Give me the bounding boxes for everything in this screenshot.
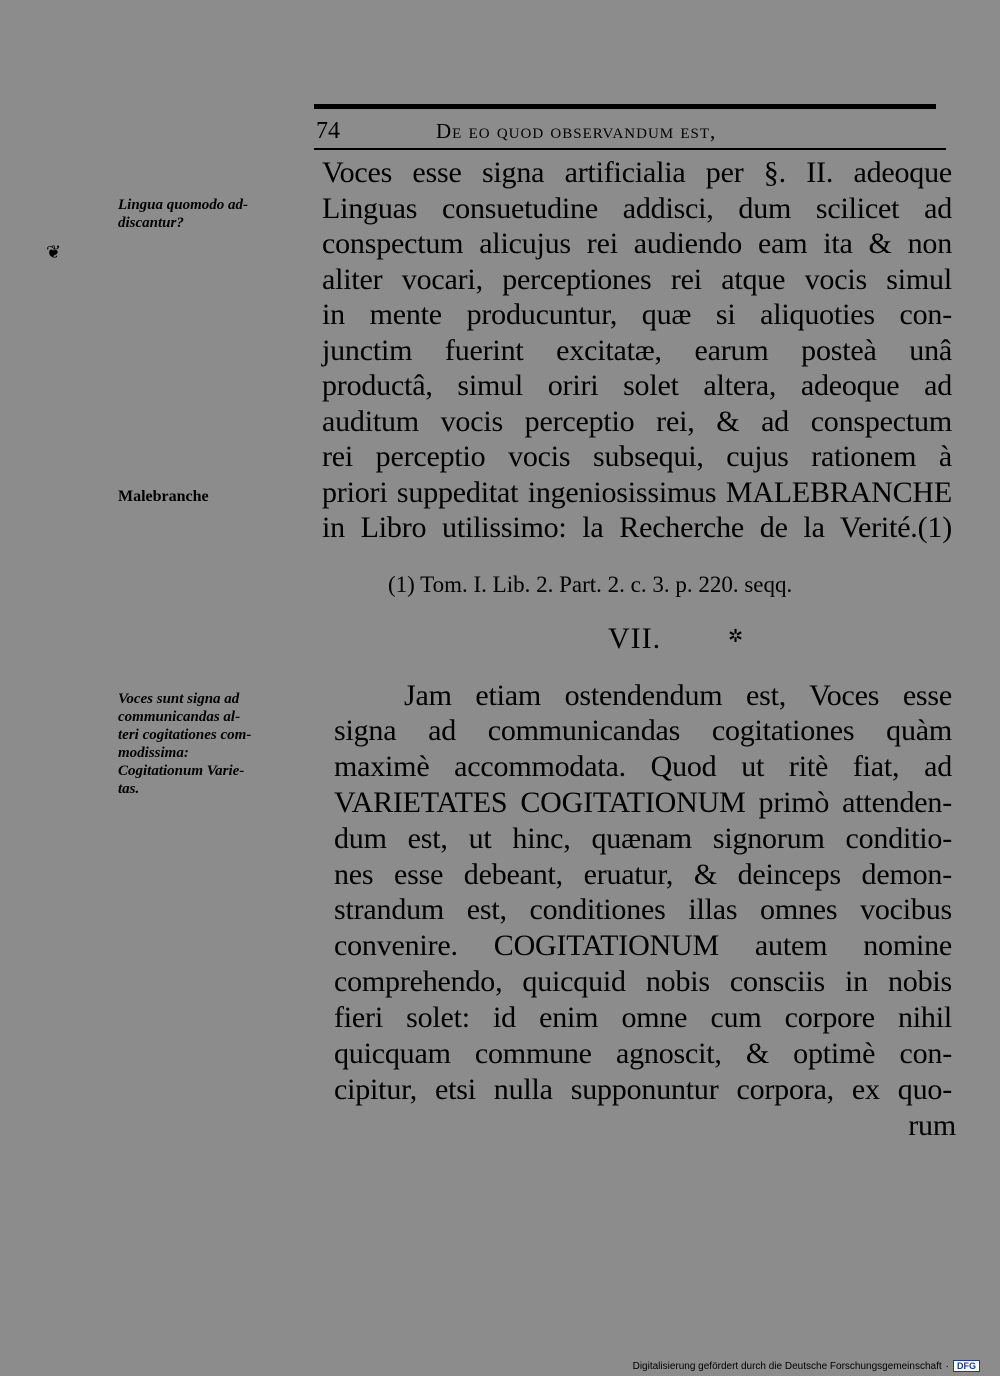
footnote: (1) Tom. I. Lib. 2. Part. 2. c. 3. p. 220. seqq. (388, 572, 793, 597)
running-header (316, 118, 956, 145)
body-line: convenire. COGITATIONUM autem nomine (334, 929, 952, 962)
margin-note-line: teri cogitationes com- (118, 727, 252, 743)
page-number: 74 (316, 118, 340, 144)
body-line: comprehendo, quicquid nobis consciis in nobis (334, 965, 952, 998)
body-line: rum (908, 1109, 956, 1142)
ink-speck: ❦ (46, 242, 62, 262)
body-line: quicquam commune agnoscit, & optimè con- (334, 1037, 952, 1070)
running-title: De eo quod observandum est, (436, 119, 717, 143)
margin-note-malebranche: Malebranche (118, 488, 209, 505)
body-line: priori suppeditat ingeniosissimus MALEBRANCHE (322, 476, 952, 509)
margin-note-line: discantur? (118, 215, 184, 231)
header-rule-bottom (314, 148, 946, 150)
body-line: productâ, simul oriri solet altera, adeoque ad (322, 369, 952, 402)
margin-note-line: Lingua quomodo ad- (118, 197, 249, 213)
margin-note-line: tas. (118, 781, 140, 797)
dfg-logo: DFG (953, 1360, 980, 1372)
body-line: aliter vocari, perceptiones rei atque vocis simul (322, 263, 952, 296)
digitization-footer (633, 1360, 980, 1372)
margin-note-line: modissima: (118, 745, 189, 761)
body-line: cipitur, etsi nulla supponuntur corpora, ex quo- (334, 1073, 952, 1106)
body-line: junctim fuerint excitatæ, earum posteà unâ (322, 334, 952, 367)
body-line: in mente producuntur, quæ si aliquoties con- (322, 298, 952, 331)
body-line: in Libro utilissimo: la Recherche de la Verité.(1) (322, 511, 952, 544)
section-heading: VII. (608, 622, 662, 655)
body-line: strandum est, conditiones illas omnes vocibus (334, 893, 952, 926)
body-line: fieri solet: id enim omne cum corpore nihil (334, 1001, 952, 1034)
body-line: conspectum alicujus rei audiendo eam ita & non (322, 227, 952, 260)
footer-text: Digitalisierung gefördert durch die Deutsche Forschungsgemeinschaft (632, 1360, 942, 1372)
margin-note-line: Cogitationum Varie- (118, 763, 245, 779)
body-line: Jam etiam ostendendum est, Voces esse (404, 679, 952, 712)
margin-note-line: communicandas al- (118, 709, 241, 725)
ink-speck: ✲ (728, 626, 744, 646)
body-line: nes esse debeant, eruatur, & deinceps demon- (334, 858, 952, 891)
margin-note-line: Voces sunt signa ad (118, 691, 240, 707)
margin-note-voces (118, 690, 251, 798)
margin-note-lingua (118, 196, 248, 232)
footer-separator: · (945, 1360, 949, 1372)
body-line: maximè accommodata. Quod ut ritè fiat, ad (334, 750, 952, 783)
body-line: auditum vocis perceptio rei, & ad conspectum (322, 405, 952, 438)
body-line: signa ad communicandas cogitationes quàm (334, 714, 952, 747)
body-line: Linguas consuetudine addisci, dum scilicet ad (322, 192, 952, 225)
body-line: rei perceptio vocis subsequi, cujus rationem à (322, 440, 952, 473)
header-rule-top (314, 104, 936, 109)
body-line: dum est, ut hinc, quænam signorum conditio- (334, 822, 952, 855)
body-line: Voces esse signa artificialia per §. II. adeoque (322, 156, 952, 189)
body-line: VARIETATES COGITATIONUM primò attenden- (334, 786, 952, 819)
